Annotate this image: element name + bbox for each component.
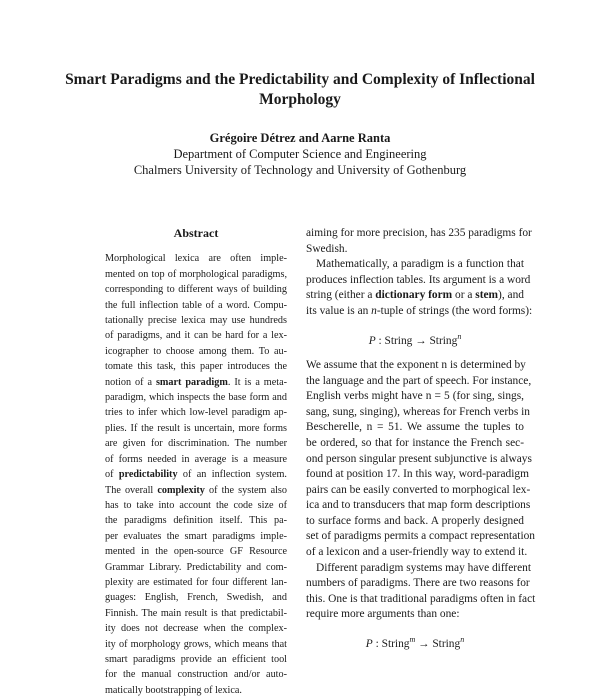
abstract-line: of predictability of an inflection system.: [105, 469, 287, 481]
abstract-line: Grammar Library. Predictability and com-: [105, 561, 287, 573]
formula-paradigm-type: P : String → String$^n$: [368, 331, 462, 347]
abstract-line: the full inflection table of a word. Compu-: [105, 299, 287, 311]
text-line: require more arguments than one:: [306, 608, 460, 621]
abstract-line: plies. If the result is uncertain, more forms: [105, 422, 287, 434]
abstract-line: smart paradigms provide an efficient tool: [105, 653, 287, 665]
abstract-line: plexity are estimated for four different lan-: [105, 576, 287, 588]
abstract-line: The overall complexity of the system also: [105, 484, 287, 496]
abstract-line: tomate this task, this paper introduces the: [105, 361, 287, 373]
abstract-line: guages: English, French, Swedish, and: [105, 592, 287, 604]
abstract-line: Finnish. The main result is that predictabil-: [105, 607, 287, 619]
affiliation-department: Department of Computer Science and Engineering: [173, 147, 427, 161]
paragraph-continuation: [306, 226, 532, 257]
paragraph-paradigm-definition: [306, 257, 533, 319]
abstract-body: [105, 251, 287, 698]
text-line: of a lexicon and a user-friendly way to extend it.: [306, 546, 528, 559]
text-line: this. One is that traditional paradigms often in fact: [306, 592, 536, 605]
text-line: Bescherelle, n = 51. We assume the tuples to: [306, 421, 524, 434]
abstract-line: the paradigms definition itself. This pa-: [105, 515, 287, 527]
abstract-line: ity of morphology grows, which means that: [105, 638, 287, 650]
text-line: pairs can be easily converted to morphogical lex-: [306, 483, 531, 496]
abstract-line: icographer to choose among them. To au-: [105, 345, 287, 357]
abstract-line: paradigm, which inspects the base form and: [105, 392, 287, 404]
text-line: Different paradigm systems may have different: [316, 561, 531, 574]
abstract-line: for the manual construction and/or auto-: [105, 669, 287, 681]
text-line: be ordered, so that for instance the French sec-: [306, 436, 524, 449]
text-line: Mathematically, a paradigm is a function that: [316, 258, 524, 271]
affiliation-university: Chalmers University of Technology and University of Gothenburg: [133, 163, 467, 177]
paragraph-exponent: [306, 358, 535, 561]
abstract-line: matically bootstrapping of lexica.: [105, 684, 242, 696]
text-line: English verbs might have n = 5 (for sing, sings,: [306, 390, 524, 403]
text-line: produces inflection tables. Its argument is a word: [306, 273, 531, 286]
text-line: ond person singular present subjunctive is always: [306, 452, 532, 465]
text-line: sang, sung, singing), whereas for French verbs in: [306, 405, 530, 418]
text-line: string (either a dictionary form or a stem), and: [306, 289, 524, 302]
abstract-line: has to take into account the code size of: [105, 499, 287, 511]
abstract-line: corresponding to different ways of building: [105, 284, 287, 296]
paper-title: [60, 70, 540, 110]
title-line-1: Smart Paradigms and the Predictability and Complexity of Inflectional: [65, 71, 535, 88]
text-line: the language and the part of speech. For instance,: [306, 374, 532, 387]
abstract-line: are given for discrimination. The number: [105, 438, 287, 450]
abstract-line: notion of a smart paradigm. It is a meta-: [105, 376, 287, 388]
abstract-line: Morphological lexica are often imple-: [105, 253, 287, 265]
text-line: aiming for more precision, has 235 paradigms for: [306, 227, 532, 239]
abstract-line: tries to infer which low-level paradigm ap-: [105, 407, 287, 419]
abstract-column: [105, 226, 287, 698]
text-line: to surface forms and back. A properly designed: [306, 514, 524, 527]
abstract-heading: Abstract: [173, 226, 219, 240]
abstract-line: ity does not decrease when the complex-: [105, 623, 287, 635]
abstract-line: tationally precise lexica may use hundreds: [105, 315, 287, 327]
text-line: We assume that the exponent n is determined by: [306, 358, 526, 371]
abstract-line: mented on top of morphological paradigms,: [105, 268, 287, 280]
abstract-line: of forms needed in average is a measure: [105, 453, 287, 465]
text-line: ica and to transducers that map form descriptions: [306, 499, 531, 512]
author-block: [60, 130, 540, 178]
formula-multi-argument: P : String$^m$ → String$^n$: [365, 635, 465, 650]
text-line: numbers of paradigms. There are two reasons for: [306, 577, 530, 590]
paragraph-paradigm-systems: [306, 561, 536, 623]
author-names: Grégoire Détrez and Aarne Ranta: [209, 131, 391, 145]
text-line: found at position 17. In this way, word-paradigm: [306, 468, 529, 481]
text-line: its value is an n-tuple of strings (the word forms):: [306, 304, 533, 317]
abstract-line: of paradigms, and it can be hard for a lex-: [105, 330, 287, 342]
abstract-line: per evaluates the smart paradigms imple-: [105, 530, 287, 542]
body-column-right: [306, 226, 536, 661]
text-line: Swedish.: [306, 242, 348, 255]
text-line: set of paradigms permits a compact representation: [306, 530, 535, 543]
title-line-2: Morphology: [259, 91, 341, 108]
abstract-line: mented in the open-source GF Resource: [105, 546, 287, 558]
